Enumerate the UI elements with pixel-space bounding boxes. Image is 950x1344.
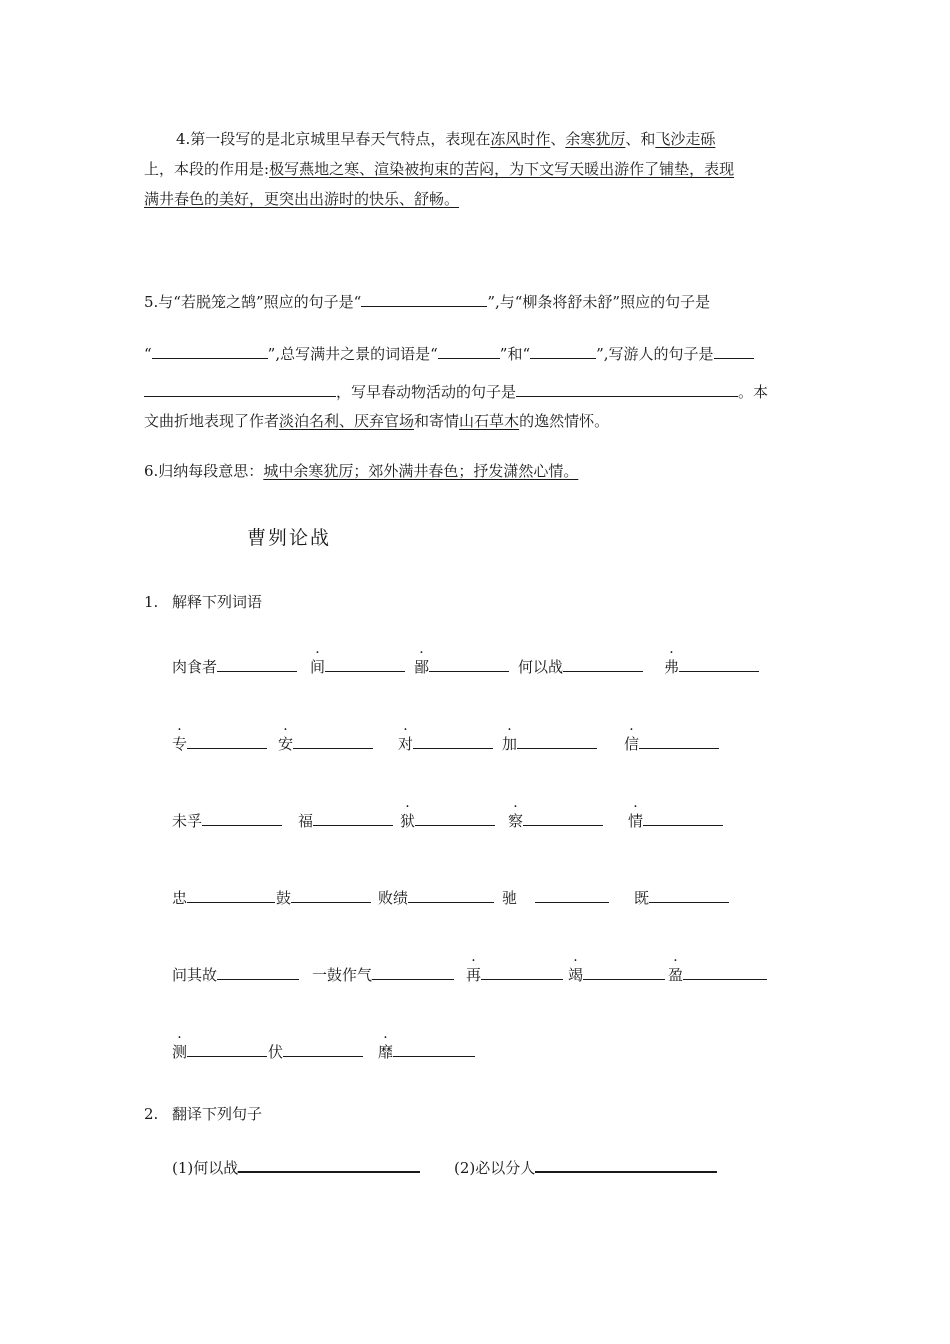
vocab-blank[interactable]	[291, 886, 371, 903]
vocab-blank[interactable]	[325, 655, 405, 672]
vocab-blank[interactable]	[523, 809, 603, 826]
vocab-blank[interactable]	[283, 1040, 363, 1057]
vocab-blank[interactable]	[679, 655, 759, 672]
vocab-word: 加	[502, 735, 518, 753]
q5-text-10: 和寄情	[414, 412, 460, 430]
vocab-item	[268, 1040, 363, 1063]
vocab-word: 一鼓作气	[312, 966, 373, 984]
vocab-item	[310, 655, 405, 678]
q6-line	[144, 460, 808, 482]
vocab-word: 肉食者	[172, 658, 218, 676]
q5-blank-2[interactable]	[152, 342, 268, 359]
vocab-word: 忠	[172, 889, 188, 907]
vocab-item	[278, 732, 373, 755]
vocab-blank[interactable]	[217, 963, 299, 980]
part1-label: 解释下列词语	[172, 593, 263, 611]
part1-heading	[144, 591, 262, 612]
vocab-item	[414, 655, 509, 678]
part1-number: 1.	[144, 593, 159, 611]
vocab-item	[298, 809, 393, 832]
q5-text-6: ”,写游人的句子是	[596, 345, 714, 363]
translate-sentence-2: (2)必以分人	[454, 1159, 536, 1177]
translate-sentence-1: (1)何以战	[172, 1159, 239, 1177]
vocab-word: 盈	[668, 966, 684, 984]
q6-answer: 城中余寒犹厉；郊外满井春色；抒发潇然心情。	[263, 462, 579, 480]
vocab-blank[interactable]	[413, 732, 493, 749]
vocab-word: 败绩	[378, 889, 409, 907]
vocab-blank[interactable]	[187, 1040, 267, 1057]
vocab-blank[interactable]	[481, 963, 563, 980]
vocab-word: 再	[466, 966, 482, 984]
vocab-blank[interactable]	[202, 809, 282, 826]
vocab-item	[628, 809, 723, 832]
translate-item-2	[454, 1155, 717, 1179]
q4-answer-2: 余寒犹厉	[565, 130, 626, 148]
vocab-word: 专	[172, 735, 188, 753]
vocab-word: 对	[398, 735, 414, 753]
q5-line2	[144, 342, 808, 365]
vocab-item	[508, 809, 603, 832]
vocab-item	[378, 1040, 475, 1063]
vocab-word: 狱	[400, 812, 416, 830]
q5-text-2: ”,与“柳条将舒未舒”照应的句子是	[487, 293, 711, 311]
vocab-word: 安	[278, 735, 294, 753]
q5-line3	[144, 380, 808, 403]
vocab-word: 既	[634, 889, 650, 907]
vocab-item	[312, 963, 454, 986]
vocab-word: 弗	[664, 658, 680, 676]
vocab-item	[172, 809, 282, 832]
q4-answer-1: 冻风时作	[490, 130, 551, 148]
vocab-item	[568, 963, 665, 986]
vocab-blank[interactable]	[313, 809, 393, 826]
q5-text-3: “	[144, 345, 152, 363]
q4-line1	[176, 128, 808, 150]
vocab-blank[interactable]	[649, 886, 729, 903]
q4-answer-3: 飞沙走砾	[655, 130, 716, 148]
vocab-item	[172, 655, 297, 678]
vocab-item	[400, 809, 495, 832]
vocab-blank[interactable]	[217, 655, 297, 672]
section-title: 曹刿论战	[247, 527, 332, 549]
q5-text-11: 的逸然情怀。	[519, 412, 610, 430]
q4-separator-1: 、	[550, 130, 566, 148]
q5-text-4: ”,总写满井之景的词语是“	[267, 345, 438, 363]
vocab-item	[664, 655, 759, 678]
q4-role-label: 上，本段的作用是:	[144, 160, 270, 178]
vocab-blank[interactable]	[517, 732, 597, 749]
q5-answer-1: 淡泊名利、厌弃官场	[279, 412, 415, 430]
q5-blank-6[interactable]	[516, 380, 738, 397]
vocab-blank[interactable]	[643, 809, 723, 826]
vocab-item	[172, 963, 299, 986]
part2-number: 2.	[144, 1105, 159, 1123]
vocab-item	[172, 1040, 267, 1063]
q4-answer-4a: 极写燕地之寒、渲染被拘束的苦闷，为下文写天暖出游作了铺垫，表现	[269, 160, 735, 178]
vocab-item	[172, 732, 267, 755]
vocab-item	[668, 963, 767, 986]
vocab-blank[interactable]	[535, 886, 609, 903]
vocab-item	[172, 886, 275, 909]
vocab-blank[interactable]	[293, 732, 373, 749]
q5-blank-4[interactable]	[530, 342, 596, 359]
vocab-word: 问其故	[172, 966, 218, 984]
vocab-word: 鼓	[276, 889, 292, 907]
q5-blank-5[interactable]	[714, 342, 754, 359]
vocab-word: 福	[298, 812, 314, 830]
translate-blank-2[interactable]	[535, 1155, 717, 1173]
vocab-blank[interactable]	[372, 963, 454, 980]
part2-heading	[144, 1103, 262, 1124]
q5-text-8: 。本	[738, 383, 769, 401]
vocab-word: 伏	[268, 1043, 284, 1061]
vocab-word: 靡	[378, 1043, 394, 1061]
vocab-item	[624, 732, 719, 755]
q6-label: 6.归纳每段意思：	[144, 462, 264, 480]
vocab-word: 未孚	[172, 812, 203, 830]
vocab-item	[518, 655, 643, 678]
vocab-word: 竭	[568, 966, 584, 984]
vocab-word: 情	[628, 812, 644, 830]
vocab-word: 间	[310, 658, 326, 676]
q4-separator-2: 、和	[625, 130, 656, 148]
q5-text-9: 文曲折地表现了作者	[144, 412, 280, 430]
q5-blank-1[interactable]	[361, 290, 487, 307]
q5-text-1: 5.与“若脱笼之鹄”照应的句子是“	[144, 293, 362, 311]
vocab-blank[interactable]	[683, 963, 767, 980]
q5-text-7: ，写早春动物活动的句子是	[336, 383, 517, 401]
vocab-item	[276, 886, 371, 909]
vocab-blank[interactable]	[187, 732, 267, 749]
q4-line3	[144, 188, 808, 210]
vocab-word: 察	[508, 812, 524, 830]
vocab-blank[interactable]	[187, 886, 275, 903]
translate-blank-1[interactable]	[238, 1155, 420, 1173]
vocab-word: 驰	[502, 889, 518, 907]
q5-blank-3[interactable]	[438, 342, 500, 359]
vocab-word: 信	[624, 735, 640, 753]
q5-line4	[144, 410, 808, 432]
vocab-item	[378, 886, 494, 909]
vocab-blank[interactable]	[429, 655, 509, 672]
part2-label: 翻译下列句子	[172, 1105, 263, 1123]
vocab-blank[interactable]	[583, 963, 665, 980]
vocab-item	[634, 886, 729, 909]
q4-line2	[144, 158, 808, 180]
vocab-blank[interactable]	[408, 886, 494, 903]
q4-prefix: 4.第一段写的是北京城里早春天气特点，表现在	[176, 130, 491, 148]
vocab-word: 鄙	[414, 658, 430, 676]
q5-answer-2: 山石草木	[459, 412, 520, 430]
vocab-item	[502, 886, 609, 909]
vocab-word: 何以战	[518, 658, 564, 676]
vocab-item	[398, 732, 493, 755]
q5-text-5: ”和“	[499, 345, 531, 363]
vocab-blank[interactable]	[639, 732, 719, 749]
vocab-item	[502, 732, 597, 755]
vocab-blank[interactable]	[563, 655, 643, 672]
q5-line1	[144, 290, 808, 313]
q5-blank-5b[interactable]	[144, 380, 336, 397]
vocab-blank[interactable]	[415, 809, 495, 826]
translate-item-1	[172, 1155, 420, 1179]
vocab-blank[interactable]	[393, 1040, 475, 1057]
vocab-item	[466, 963, 563, 986]
q4-answer-4b: 满井春色的美好，更突出出游时的快乐、舒畅。	[144, 190, 460, 208]
vocab-word: 测	[172, 1043, 188, 1061]
